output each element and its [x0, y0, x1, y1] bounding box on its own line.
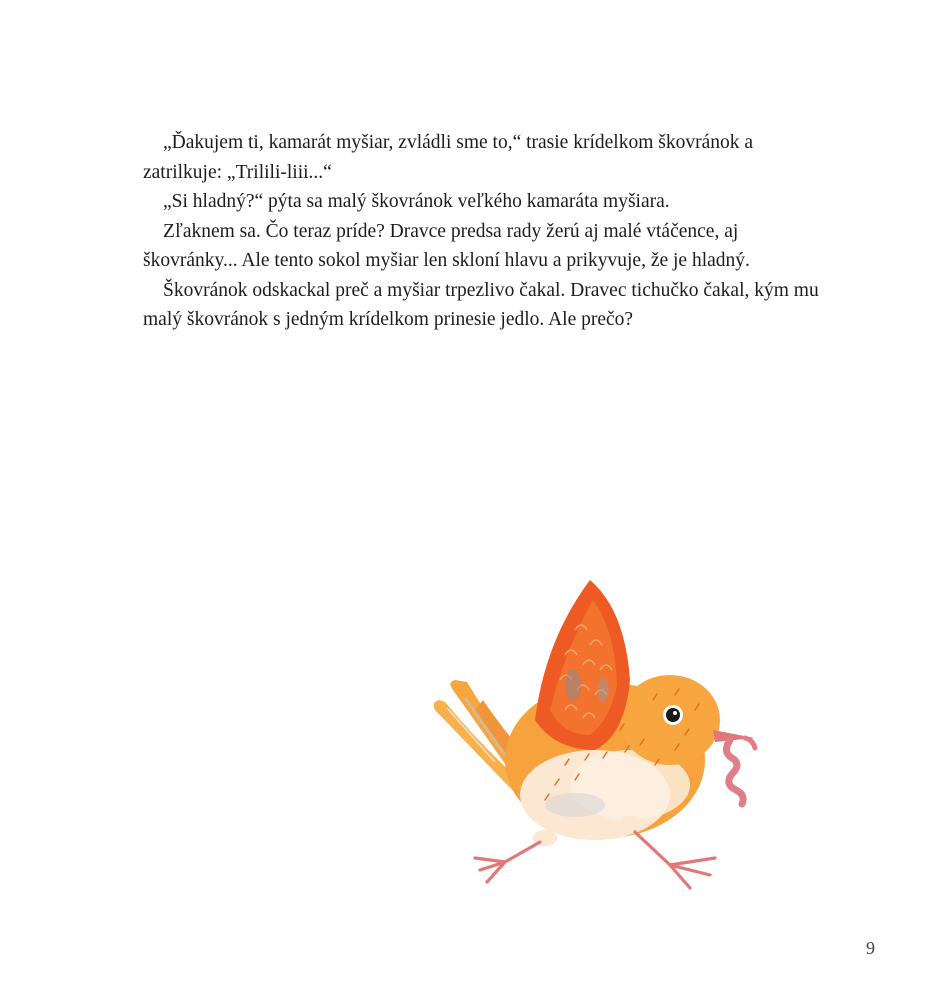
- page-number: 9: [866, 938, 875, 958]
- wing: [535, 580, 630, 750]
- paragraph-4: Škovránok odskackal preč a myšiar trpezlivo čakal. Dravec tichučko čakal, kým mu malý škovránok s jedným krídelkom prinesie jedlo. Ale prečo?: [143, 279, 819, 330]
- eye-icon: [666, 708, 680, 722]
- paragraph-2: „Si hladný?“ pýta sa malý škovránok veľkého kamaráta myšiara.: [163, 191, 670, 212]
- story-text: [143, 128, 823, 335]
- worm: [726, 740, 743, 804]
- skylark-illustration: [425, 570, 770, 900]
- paragraph-3: Zľaknem sa. Čo teraz príde? Dravce predsa rady žerú aj malé vtáčence, aj škovránky... Ale tento sokol myšiar len skloní hlavu a prikyvuje, že je hladný.: [143, 220, 750, 271]
- paragraph-1: „Ďakujem ti, kamarát myšiar, zvládli sme to,“ trasie krídelkom škovránok a zatrilkuje: „Trilili-liii...“: [143, 132, 753, 183]
